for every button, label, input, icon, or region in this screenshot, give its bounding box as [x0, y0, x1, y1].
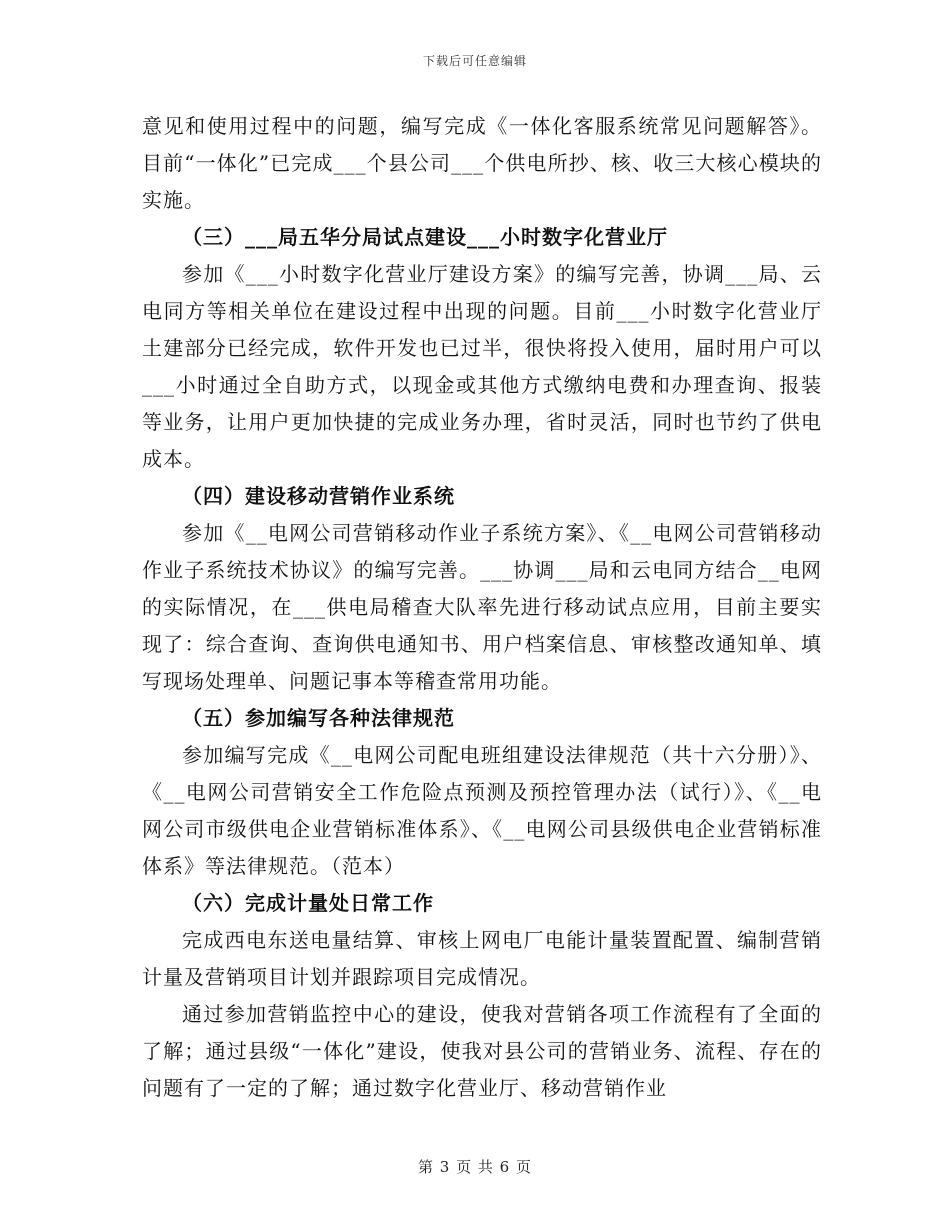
document-body	[142, 108, 822, 1107]
paragraph-summary: 通过参加营销监控中心的建设，使我对营销各项工作流程有了全面的了解；通过县级“一体化”建设，使我对县公司的营销业务、流程、存在的问题有了一定的了解；通过数字化营业厅、移动营销作业	[142, 1002, 822, 1100]
page-header: 下载后可任意编辑	[422, 54, 527, 68]
section-heading-4: （四）建设移动营销作业系统	[182, 484, 455, 508]
paragraph-section-3: 参加《___小时数字化营业厅建设方案》的编写完善，协调___局、云电同方等相关单位在建设过程中出现的问题。目前___小时数字化营业厅土建部分已经完成，软件开发也已过半，很快将投入使用，届时用户可以___小时通过全自助方式，以现金或其他方式缴纳电费和办理查询、报装等业务，让用户更加快捷的完成业务办理，省时灵活，同时也节约了供电成本。	[142, 262, 822, 471]
section-heading-3: （三）___局五华分局试点建设___小时数字化营业厅	[182, 225, 668, 249]
paragraph-continued: 意见和使用过程中的问题，编写完成《一体化客服系统常见问题解答》。目前“一体化”已完成___个县公司___个供电所抄、核、收三大核心模块的实施。	[142, 114, 822, 212]
section-heading-5: （五）参加编写各种法律规范	[182, 706, 455, 730]
page-number-footer: 第 3 页 共 6 页	[418, 1158, 532, 1176]
section-heading-6: （六）完成计量处日常工作	[182, 891, 434, 915]
paragraph-section-6: 完成西电东送电量结算、审核上网电厂电能计量装置配置、编制营销计量及营销项目计划并跟踪项目完成情况。	[142, 928, 822, 989]
paragraph-section-5: 参加编写完成《__电网公司配电班组建设法律规范（共十六分册）》、《__电网公司营销安全工作危险点预测及预控管理办法（试行）》、《__电网公司市级供电企业营销标准体系》、《__电网公司县级供电企业营销标准体系》等法律规范。（范本）	[142, 743, 822, 878]
paragraph-section-4: 参加《__电网公司营销移动作业子系统方案》、《__电网公司营销移动作业子系统技术协议》的编写完善。___协调___局和云电同方结合__电网的实际情况，在___供电局稽查大队率先进行移动试点应用，目前主要实现了：综合查询、查询供电通知书、用户档案信息、审核整改通知单、填写现场处理单、问题记事本等稽查常用功能。	[142, 521, 822, 693]
